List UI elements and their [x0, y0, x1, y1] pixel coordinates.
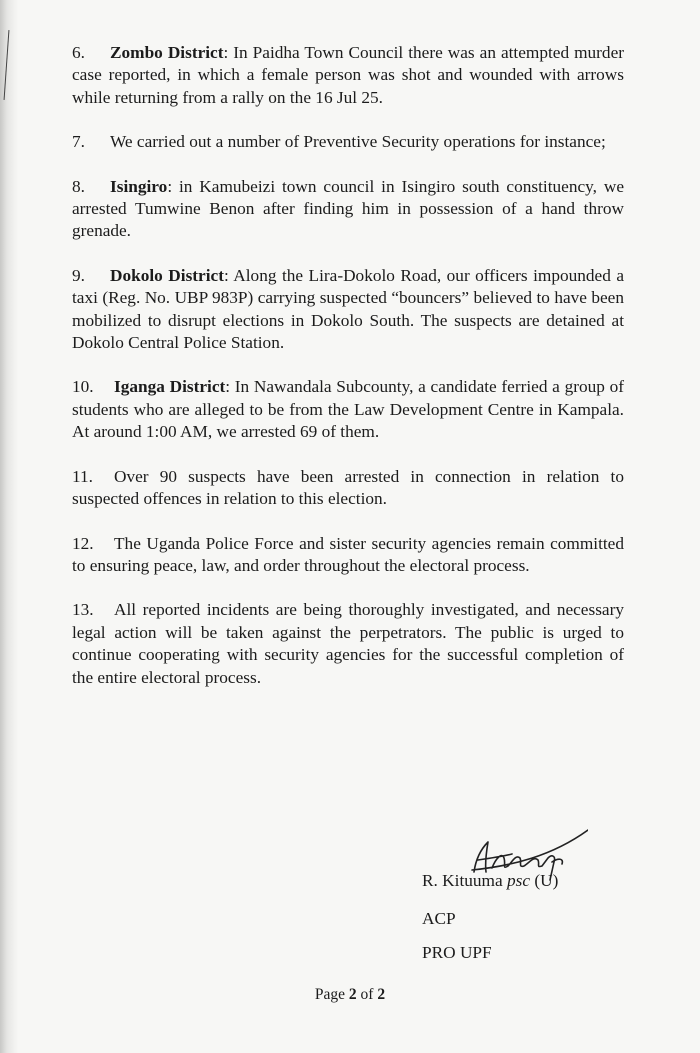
paragraph-lead: Zombo District: [110, 43, 224, 62]
paragraph-number: 9.: [72, 265, 85, 285]
paragraph-number: 10.: [72, 377, 94, 397]
page-footer: [0, 986, 700, 1004]
page-current: 2: [348, 986, 357, 1003]
paragraph-text: Over 90 suspects have been arrested in connection in relation to suspected offences in relation to this election.: [72, 466, 624, 509]
paragraph-text: : Along the Lira-Dokolo Road, our officers impounded a taxi (Reg. No. UBP 983P) carrying suspected “bouncers” believed to have been mobilized to disrupt elections in Dokolo South. The suspects are detained at Dokolo Central Police Station.: [72, 265, 625, 353]
name-suffix: (U): [534, 871, 559, 890]
paragraph-number: 12.: [72, 533, 94, 553]
document-body: [72, 42, 624, 711]
paragraph-7: [72, 131, 624, 153]
paragraph-number: 7.: [72, 132, 85, 152]
paragraph-lead: Isingiro: [110, 176, 168, 196]
paragraph-text: : in Kamubeizi town council in Isingiro south constituency, we arrested Tumwine Benon after finding him in possession of a hand throw grenade.: [72, 176, 624, 241]
paragraph-number: 13.: [72, 600, 94, 620]
paragraph-lead: Iganga District: [114, 377, 226, 397]
page-binding-edge: [0, 0, 18, 1053]
signatory-rank: ACP: [422, 909, 456, 928]
paragraph-8: [72, 176, 624, 243]
paragraph-text: All reported incidents are being thoroughly investigated, and necessary legal action will be taken against the perpetrators. The public is urged to continue cooperating with security agencies for the successful completion of the entire electoral process.: [72, 600, 624, 687]
name-suffix-italic: psc: [506, 871, 531, 890]
paragraph-lead: Dokolo District: [110, 265, 224, 285]
paragraph-13: [72, 599, 624, 689]
paragraph-11: [72, 466, 624, 511]
page-total: 2: [377, 986, 386, 1003]
signatory-title: PRO UPF: [422, 943, 492, 962]
paragraph-text: : In Paidha Town Council there was an attempted murder case reported, in which a female person was shot and wounded with arrows while returning from a rally on the 16 Jul 25.: [72, 43, 624, 107]
paragraph-number: 6.: [72, 43, 85, 62]
paragraph-text: : In Nawandala Subcounty, a candidate ferried a group of students who are alleged to be from the Law Development Centre in Kampala. At around 1:00 AM, we arrested 69 of them.: [72, 377, 624, 442]
paragraph-6: [72, 42, 624, 109]
paragraph-text: We carried out a number of Preventive Security operations for instance;: [110, 132, 606, 152]
paragraph-number: 8.: [72, 176, 85, 196]
page-of: of: [360, 986, 374, 1003]
paragraph-9: [72, 265, 624, 355]
signatory-name: R. Kituuma psc (U): [422, 871, 559, 890]
page-prefix: Page: [314, 986, 346, 1003]
paragraph-12: [72, 533, 624, 578]
paragraph-number: 11.: [72, 466, 93, 486]
paragraph-text: The Uganda Police Force and sister security agencies remain committed to ensuring peace, law, and order throughout the electoral process.: [72, 533, 624, 575]
paragraph-10: [72, 376, 624, 443]
